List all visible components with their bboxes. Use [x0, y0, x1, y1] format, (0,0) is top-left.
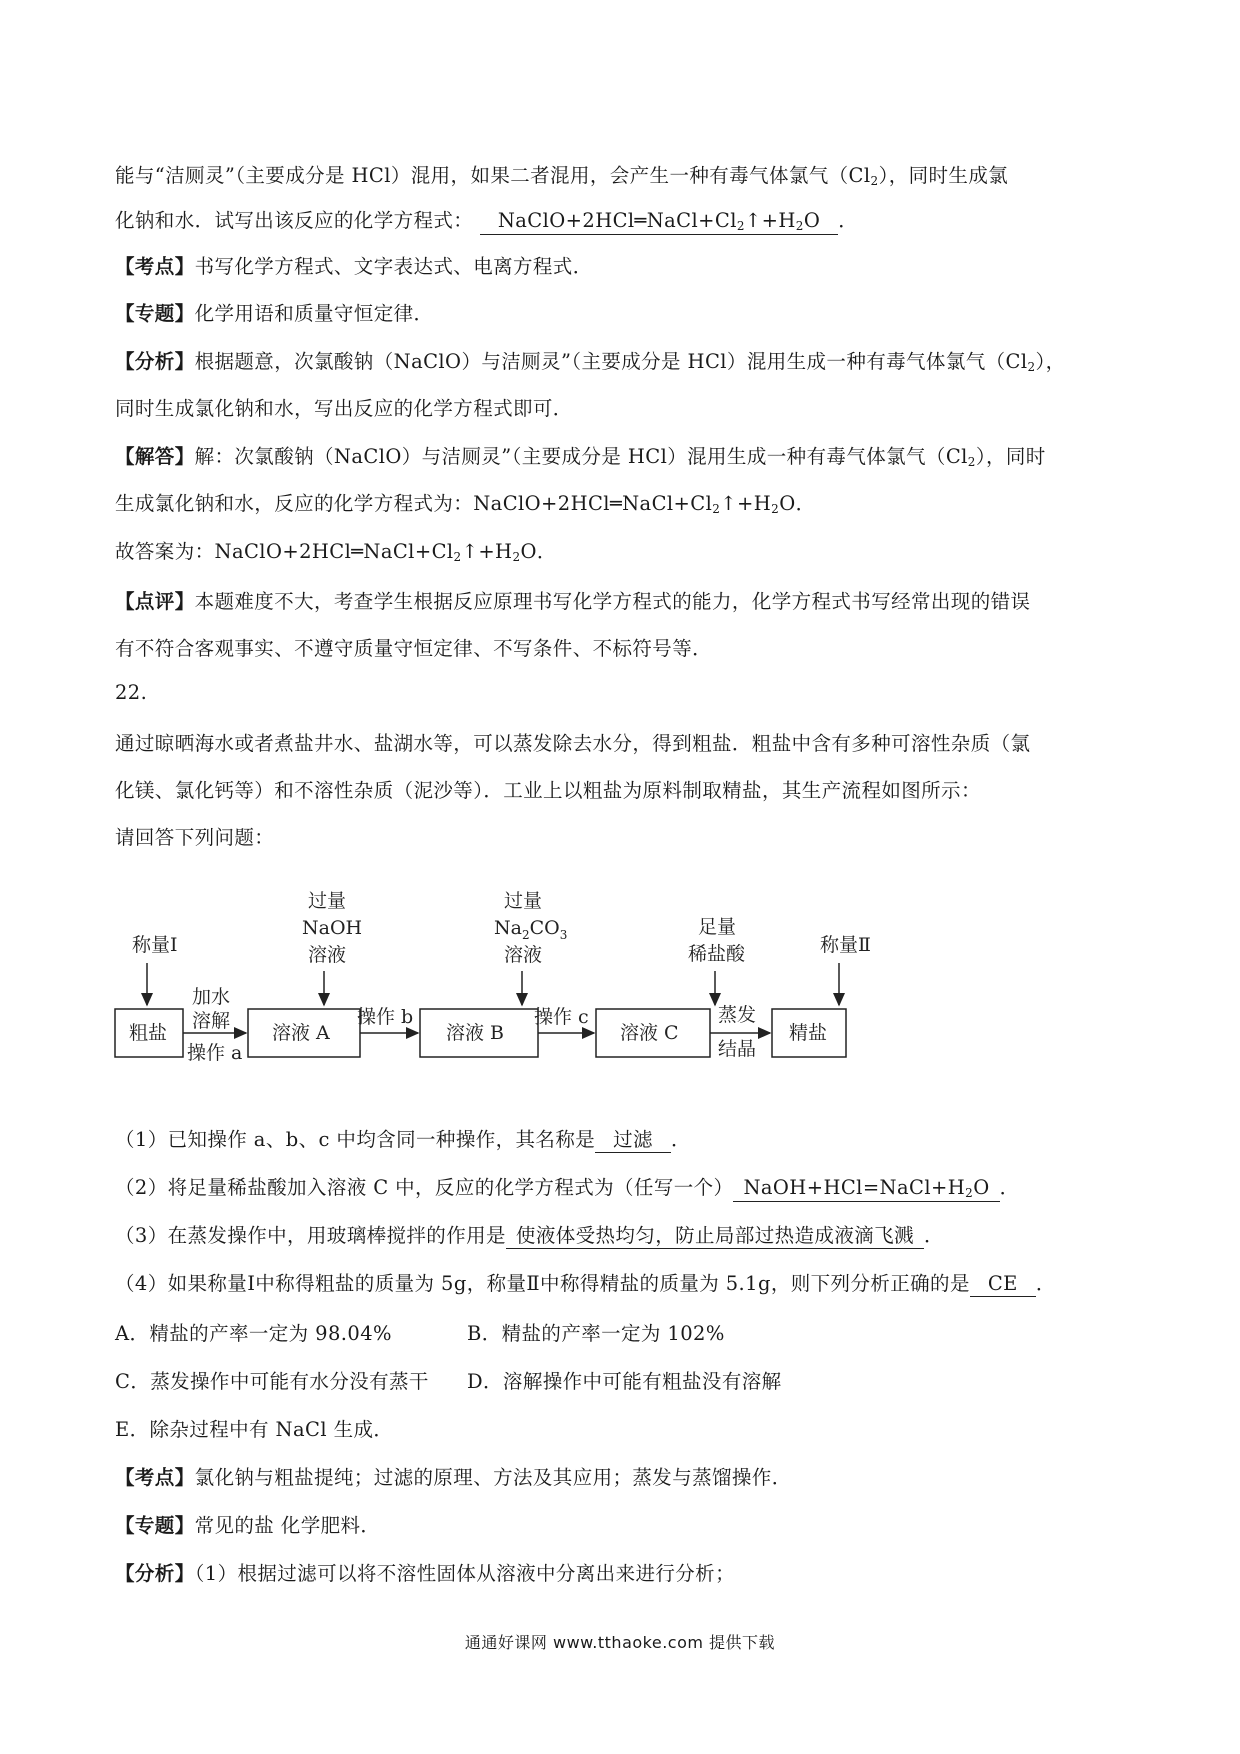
para1-line2 [115, 205, 858, 235]
hcl-label-1: 足量 [698, 916, 737, 938]
page-footer: 通通好课网 www.tthaoke.com 提供下载 [464, 1633, 776, 1652]
para1-line2-end: ． [838, 209, 859, 232]
option-e-line [115, 1414, 393, 1442]
kaodian-1 [115, 251, 593, 279]
arrow1-label-bottom: 操作 a [187, 1042, 243, 1064]
na2co3-label-2 [494, 917, 567, 942]
subq-1 [115, 1124, 691, 1153]
subscript: 3 [559, 928, 568, 942]
subq-end: ． [999, 1176, 1020, 1199]
hcl-label-2: 稀盐酸 [688, 943, 746, 965]
jieda-1-line1 [115, 441, 1046, 469]
subscript: 2 [795, 219, 804, 233]
fenxi-1-line1 [115, 346, 1066, 374]
arrow3-label: 操作 c [534, 1006, 589, 1028]
arrow4-label-top: 蒸发 [718, 1004, 757, 1026]
answer-blank: 使液体受热均匀，防止局部过热造成液滴飞溅 [506, 1224, 924, 1249]
box-crude-salt-label: 粗盐 [129, 1022, 168, 1044]
box-solution-c-label: 溶液 C [620, 1022, 679, 1044]
box-solution-a-label: 溶液 A [272, 1022, 330, 1044]
section-tag: 【分析】 [115, 350, 195, 373]
box-fine-salt-label: 精盐 [789, 1022, 828, 1044]
para1-line2-prefix: 化钠和水．试写出该反应的化学方程式： [115, 209, 474, 232]
fenxi-2 [115, 1558, 735, 1586]
question-number [115, 681, 147, 704]
dianping-1-line1 [115, 586, 1030, 614]
subq-text: （4）如果称量Ⅰ中称得粗盐的质量为 5g，称量Ⅱ中称得精盐的质量为 5.1g，则下列分析正确的是 [115, 1272, 970, 1295]
options-ab [115, 1318, 725, 1346]
naoh-label-1: 过量 [308, 890, 347, 912]
answer-blank [733, 1176, 999, 1202]
answer-line-1 [115, 536, 557, 564]
answer-part: O [803, 209, 821, 232]
naoh-label-2: NaOH [302, 917, 363, 939]
dianping-1-line2 [115, 633, 712, 661]
section-tag: 【专题】 [115, 302, 195, 325]
subscript: 2 [1027, 360, 1036, 374]
zhuanti-1 [115, 298, 433, 326]
subscript: 2 [870, 174, 879, 188]
subscript: 2 [967, 455, 976, 469]
section-text: ↑+H [720, 492, 772, 515]
arrow1-label-top1: 加水 [192, 986, 231, 1008]
question-text: 请回答下列问题： [115, 826, 275, 849]
subscript: 2 [736, 219, 745, 233]
section-text: 同时生成氯化钠和水，写出反应的化学方程式即可． [115, 397, 573, 420]
answer-part: NaOH+HCl=NaCl+H [743, 1176, 966, 1199]
question-intro-line2 [115, 775, 981, 803]
para1-text-end: ），同时生成氯 [878, 164, 1009, 187]
arrow1-label-top2: 溶解 [192, 1010, 231, 1032]
weigh-2-label: 称量Ⅱ [820, 934, 871, 956]
formula-part: CO [529, 917, 560, 939]
arrow4-label-bottom: 结晶 [718, 1038, 757, 1060]
section-text: 书写化学方程式、文字表达式、电离方程式． [194, 255, 593, 278]
section-text: 本题难度不大，考查学生根据反应原理书写化学方程式的能力，化学方程式书写经常出现的错误 [194, 590, 1031, 613]
section-tag: 【分析】 [115, 1562, 195, 1585]
section-tag: 【考点】 [115, 1466, 195, 1489]
section-text: 氯化钠与粗盐提纯；过滤的原理、方法及其应用；蒸发与蒸馏操作． [194, 1466, 792, 1489]
answer-blank: 过滤 [595, 1128, 671, 1153]
jieda-1-line2 [115, 488, 816, 516]
process-flowchart [112, 885, 952, 1075]
na2co3-label-3: 溶液 [504, 944, 543, 966]
subq-4 [115, 1268, 1056, 1297]
question-text: 通过晾晒海水或者煮盐井水、盐湖水等，可以蒸发除去水分，得到粗盐．粗盐中含有多种可溶性杂质（氯 [115, 732, 1031, 755]
subscript: 2 [453, 550, 462, 564]
subq-end: ． [923, 1224, 944, 1247]
section-text: O． [779, 492, 816, 515]
question-number-text: 22. [115, 681, 148, 704]
answer-text: ↑+H [461, 540, 513, 563]
answer-text: O． [520, 540, 557, 563]
subq-text: （1）已知操作 a、b、c 中均含同一种操作，其名称是 [115, 1128, 596, 1151]
subscript: 2 [965, 1186, 974, 1200]
box-solution-b-label: 溶液 B [446, 1022, 505, 1044]
subq-2 [115, 1172, 1020, 1202]
section-text-end: ）， [1035, 350, 1066, 373]
section-tag: 【考点】 [115, 255, 195, 278]
answer-part: ↑+H [744, 209, 796, 232]
section-text: 解：次氯酸钠（NaClO）与洁厕灵”（主要成分是 HCl）混用生成一种有毒气体氯气（Cl [194, 445, 968, 468]
section-tag: 【点评】 [115, 590, 195, 613]
arrow2-label: 操作 b [357, 1006, 414, 1028]
section-text: 有不符合客观事实、不遵守质量守恒定律、不写条件、不标符号等． [115, 637, 713, 660]
answer-part: NaClO+2HCl═NaCl+Cl [497, 209, 737, 232]
subscript: 2 [771, 502, 780, 516]
section-text: （1）根据过滤可以将不溶性固体从溶液中分离出来进行分析； [194, 1562, 735, 1585]
section-tag: 【解答】 [115, 445, 195, 468]
subscript: 2 [512, 550, 521, 564]
question-text: 化镁、氯化钙等）和不溶性杂质（泥沙等）．工业上以粗盐为原料制取精盐，其生产流程如图所示： [115, 779, 981, 802]
subq-end: ． [1035, 1272, 1056, 1295]
options-cd [115, 1366, 782, 1394]
answer-text: 故答案为：NaClO+2HCl═NaCl+Cl [115, 540, 454, 563]
section-text: 生成氯化钠和水，反应的化学方程式为：NaClO+2HCl═NaCl+Cl [115, 492, 713, 515]
naoh-label-3: 溶液 [308, 944, 347, 966]
option-d: D．溶解操作中可能有粗盐没有溶解 [467, 1370, 782, 1393]
formula-part: Na [494, 917, 522, 939]
option-c: C．蒸发操作中可能有水分没有蒸干 [115, 1370, 429, 1393]
option-a: A．精盐的产率一定为 98.04% [115, 1322, 392, 1345]
section-text: 化学用语和质量守恒定律． [194, 302, 434, 325]
subq-text: （2）将足量稀盐酸加入溶液 C 中，反应的化学方程式为（任写一个） [115, 1176, 734, 1199]
option-e: E．除杂过程中有 NaCl 生成． [115, 1418, 394, 1441]
answer-equation [480, 209, 838, 235]
section-text-end: ），同时 [975, 445, 1046, 468]
para1-text: 能与“洁厕灵”（主要成分是 HCl）混用，如果二者混用，会产生一种有毒气体氯气（Cl [115, 164, 871, 187]
answer-blank: CE [970, 1272, 1036, 1297]
para1-line1 [115, 160, 1008, 188]
subq-end: ． [670, 1128, 691, 1151]
question-intro-line1 [115, 728, 1030, 756]
kaodian-2 [115, 1462, 792, 1490]
section-text: 根据题意，次氯酸钠（NaClO）与洁厕灵”（主要成分是 HCl）混用生成一种有毒气体氯气（Cl [194, 350, 1028, 373]
na2co3-label-1: 过量 [504, 890, 543, 912]
section-tag: 【专题】 [115, 1514, 195, 1537]
section-text: 常见的盐 化学肥料． [194, 1514, 381, 1537]
zhuanti-2 [115, 1510, 380, 1538]
weigh-1-label: 称量Ⅰ [132, 934, 178, 956]
subscript: 2 [712, 502, 721, 516]
subscript: 2 [521, 928, 530, 942]
question-intro-line3 [115, 822, 274, 850]
answer-part: O [973, 1176, 990, 1199]
fenxi-1-line2 [115, 393, 573, 421]
option-b: B．精盐的产率一定为 102% [467, 1322, 725, 1345]
subq-3 [115, 1220, 944, 1249]
subq-text: （3）在蒸发操作中，用玻璃棒搅拌的作用是 [115, 1224, 506, 1247]
